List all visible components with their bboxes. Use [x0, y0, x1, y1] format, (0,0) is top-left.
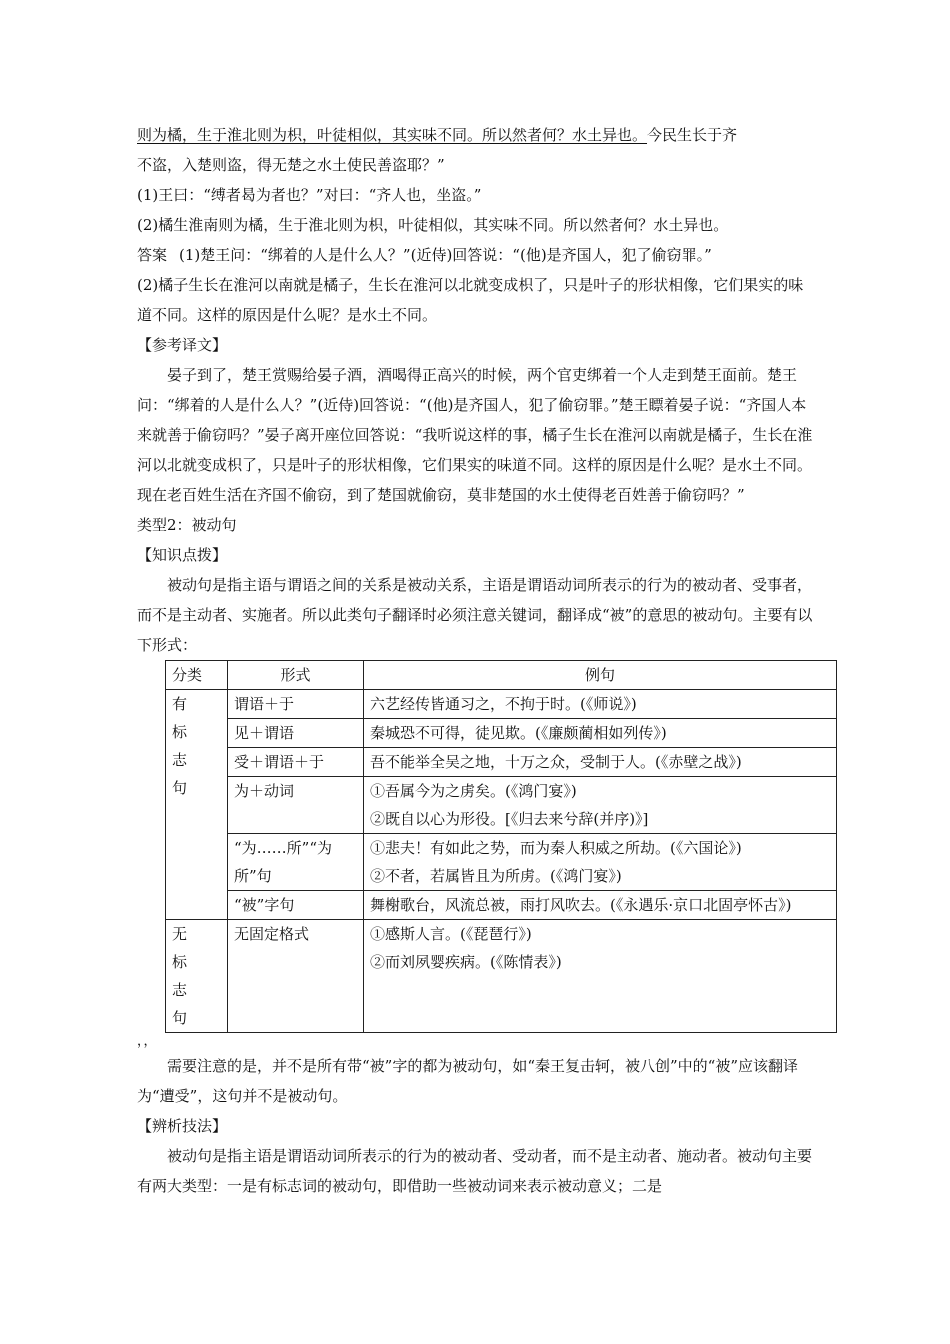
stray-commas: ，，: [137, 1034, 157, 1049]
form-cell: 见＋谓语: [228, 719, 364, 748]
example-sentence: ①悲夫！有如此之势，而为秦人积威之所劫。(《六国论》): [370, 839, 742, 857]
example-sentence: ①吾属今为之虏矣。(《鸿门宴》): [370, 782, 577, 800]
example-cell: [364, 690, 837, 719]
table-row: [166, 690, 837, 719]
example-sentence: ②不者，若属皆且为所虏。(《鸿门宴》): [370, 867, 622, 885]
passage-line-2: 不盗，入楚则盗，得无楚之水土使民善盗耶？”: [137, 156, 445, 174]
example-sentence: 秦城恐不可得，徒见欺。(《廉颇蔺相如列传》): [370, 724, 667, 742]
analysis-heading: 【辨析技法】: [137, 1117, 228, 1135]
example-cell: [364, 748, 837, 777]
form-cell: 谓语＋于: [228, 690, 364, 719]
example-cell: [364, 920, 837, 1033]
form-cell: “为……所”“为所”句: [228, 834, 364, 891]
table-row: [166, 891, 837, 920]
knowledge-heading: 【知识点拨】: [137, 546, 228, 564]
example-cell: [364, 891, 837, 920]
note-paragraph: 需要注意的是，并不是所有带“被”字的都为被动句，如“秦王复击轲，被八创”中的“被”应该翻译为“遭受”，这句并不是被动句。: [137, 1057, 799, 1105]
translation-body: 晏子到了，楚王赏赐给晏子酒，酒喝得正高兴的时候，两个官吏绑着一个人走到楚王面前。楚王问：“绑着的人是什么人？”(近侍)回答说：“(他)是齐国人，犯了偷窃罪。”楚王瞟着晏子说：“齐国人本来就善于偷窃吗？”晏子离开座位回答说：“我听说这样的事，橘子生长在淮河以南就是橘子，生长在淮河以北就变成枳了，只是叶子的形状相像，它们果实的味道不同。这样的原因是什么呢？是水土不同。现在老百姓生活在齐国不偷窃，到了楚国就偷窃，莫非楚国的水土使得老百姓善于偷窃吗？”: [137, 366, 813, 504]
answer-2: (2)橘子生长在淮河以南就是橘子，生长在淮河以北就变成枳了，只是叶子的形状相像，它们果实的味道不同。这样的原因是什么呢？是水土不同。: [137, 276, 804, 324]
form-cell: 无固定格式: [228, 920, 364, 1033]
table-row: [166, 748, 837, 777]
section-title: 类型2：被动句: [137, 516, 237, 534]
answer-1: (1)楚王问：“绑着的人是什么人？”(近侍)回答说：“(他)是齐国人，犯了偷窃罪。”: [179, 246, 712, 264]
table-header-row: [166, 661, 837, 690]
passive-forms-table: [165, 660, 837, 1033]
header-example: 例句: [364, 661, 837, 690]
passage-line-1: [137, 120, 817, 150]
question-1: (1)王曰：“缚者曷为者也？”对曰：“齐人也，坐盗。”: [137, 186, 482, 204]
passage-continuation: 今民生长于齐: [647, 126, 738, 144]
table-row: [166, 920, 837, 1033]
form-cell: “被”字句: [228, 891, 364, 920]
table-row: [166, 719, 837, 748]
form-cell: 受＋谓语＋于: [228, 748, 364, 777]
table-row: [166, 777, 837, 834]
table-row: [166, 834, 837, 891]
analysis-body: 被动句是指主语是谓语动词所表示的行为的被动者、受动者，而不是主动者、施动者。被动句主要有两大类型：一是有标志词的被动句，即借助一些被动词来表示被动意义；二是: [137, 1147, 813, 1195]
example-sentence: 舞榭歌台，风流总被，雨打风吹去。(《永遇乐·京口北固亭怀古》): [370, 896, 792, 914]
form-cell: 为＋动词: [228, 777, 364, 834]
example-sentence: ①感斯人言。(《琵琶行》): [370, 925, 532, 943]
document-page: [137, 120, 817, 1201]
example-sentence: 六艺经传皆通习之，不拘于时。(《师说》): [370, 695, 637, 713]
knowledge-body: 被动句是指主语与谓语之间的关系是被动关系，主语是谓语动词所表示的行为的被动者、受事者，而不是主动者、实施者。所以此类句子翻译时必须注意关键词，翻译成“被”的意思的被动句。主要有以下形式：: [137, 576, 813, 654]
question-2: (2)橘生淮南则为橘，生于淮北则为枳，叶徒相似，其实味不同。所以然者何？水土异也。: [137, 216, 729, 234]
header-form: 形式: [228, 661, 364, 690]
example-sentence: ②既自以心为形役。[《归去来兮辞(并序)》]: [370, 810, 649, 828]
example-sentence: 吾不能举全吴之地，十万之众，受制于人。(《赤壁之战》): [370, 753, 742, 771]
category-unmarked: 无标志句: [166, 920, 228, 1033]
example-cell: [364, 777, 837, 834]
answer-block: [137, 240, 817, 270]
category-marked: 有标志句: [166, 690, 228, 920]
example-cell: [364, 719, 837, 748]
example-cell: [364, 834, 837, 891]
example-sentence: ②而刘夙婴疾病。(《陈情表》): [370, 953, 562, 971]
header-category: 分类: [166, 661, 228, 690]
translation-heading: 【参考译文】: [137, 336, 228, 354]
underlined-passage: 则为橘，生于淮北则为枳，叶徒相似，其实味不同。所以然者何？水土异也。: [137, 126, 648, 144]
answer-label: 答案: [137, 246, 168, 264]
